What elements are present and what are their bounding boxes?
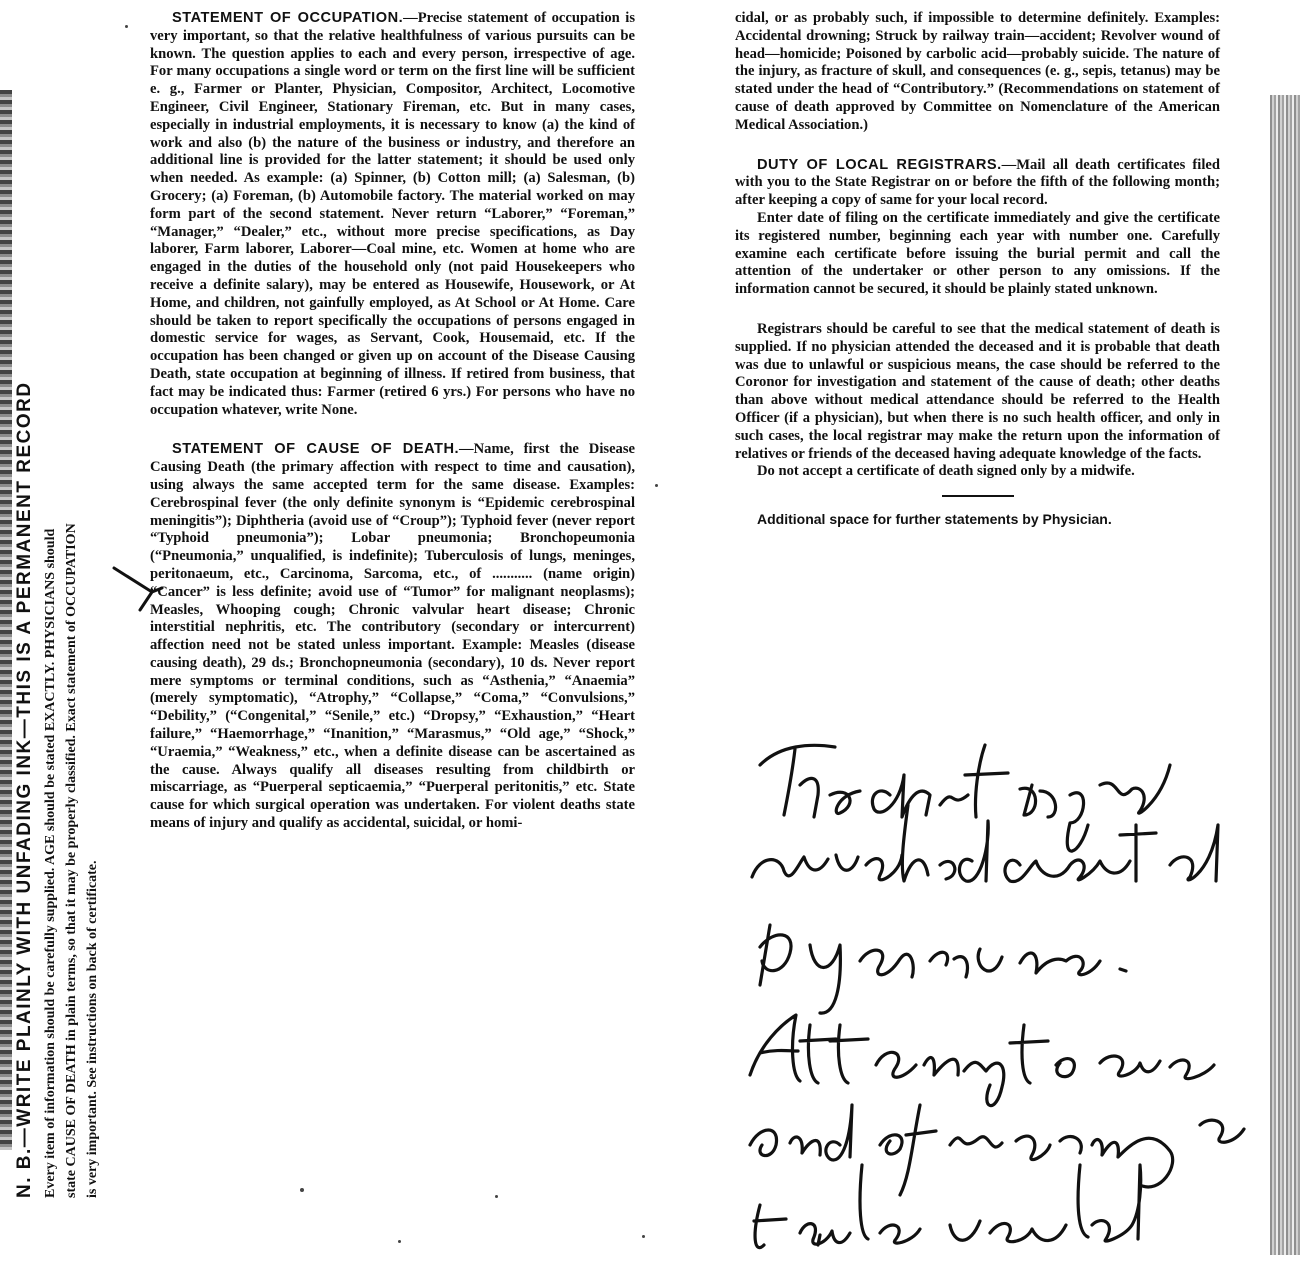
occupation-text: —Precise statement of occupation is very important, so that the relative healthfulness of various pursuits can be known. The question applies to each and every person, irrespective of age. For many occupations a single word or term on the first line will be sufficient e. g., Farmer or Planter, Physician, Compositor, Architect, Locomotive Engineer, Civil Engineer, Stationary Fireman, etc. But in many cases, especially in industrial employments, it is necessary to know (a) the kind of work and also (b) the nature of the business or industry, and therefore an additional line is provided for the latter statement; it should be used only when needed. As example: (a) Spinner, (b) Cotton mill; (a) Salesman, (b) Grocery; (a) Foreman, (b) Automobile factory. The material worked on may form part of the second statement. Never return “Laborer,” “Foreman,” “Manager,” “Dealer,” etc., without more precise specifications, as Day laborer, Farm laborer, Laborer—Coal mine, etc. Women at home who are engaged in the duties of the household only (not paid Housekeepers who receive a definite salary), may be entered as Housewife, Housework, or At Home, and children, not gainfully employed, as At School or At Home. Care should be taken to report specifically the occupations of persons engaged in domestic service for wages, as Servant, Cook, Housemaid, etc. If the occupation has been changed or given up on account of the Disease Causing Death, state occupation at beginning of illness. If retired from business, that fact may be indicated thus: Farmer (retired 6 yrs.) For persons who have no occupation whatever, write None. xyxy=(150,10,635,418)
scan-speck xyxy=(642,1235,645,1238)
cause-continued: cidal, or as probably such, if impossible to determine definitely. Examples: Accidental drowning; Struck by railway train—accident; Revolver wound of head—homicide; Poisoned by carbolic acid—probably suicide. The nature of the injury, as fracture of skull, and consequences (e. g., sepis, tetanus) may be stated under the head of “Contributory.” (Recommendations on statement of cause of death approved by Committee on Nomenclature of the American Medical Association.) xyxy=(735,10,1220,133)
right-column xyxy=(735,10,1220,529)
margin-instructions xyxy=(10,10,120,1210)
duty-heading: DUTY OF LOCAL REGISTRARS. xyxy=(757,156,1002,173)
scan-speck xyxy=(655,484,658,487)
additional-space-label: Additional space for further statements by Physician. xyxy=(757,511,1112,528)
registrars-paragraph: Registrars should be careful to see that the medical statement of death is supplied. If no physician attended the deceased and it is probable that death was due to unlawful or suspicious means, the case should be referred to the Coronor for investigation and statement of the cause of death; other deaths than above without medical attendance should be referred to the Health Officer (if a physician), but when there is no such health officer, and only in such cases, the local registrar may make the return upon the information of relatives or friends of the deceased having adequate knowledge of the facts. xyxy=(735,320,1220,462)
scan-edge-right xyxy=(1270,95,1300,1255)
occupation-heading: STATEMENT OF OCCUPATION. xyxy=(172,10,404,26)
margin-line-information: Every item of information should be carefully supplied. AGE should be stated EXACTLY. PHYSICIANS should xyxy=(43,528,58,1198)
midwife-paragraph: Do not accept a certificate of death signed only by a midwife. xyxy=(757,463,1135,480)
divider-rule xyxy=(942,495,1014,497)
margin-line-permanent-record: N. B.—WRITE PLAINLY WITH UNFADING INK—THIS IS A PERMANENT RECORD xyxy=(14,381,35,1198)
left-column xyxy=(150,10,635,833)
occupation-paragraph xyxy=(150,10,635,419)
cause-paragraph xyxy=(150,441,635,833)
scan-speck xyxy=(495,1195,498,1198)
handwritten-physician-note xyxy=(740,725,1260,1250)
margin-line-cause: state CAUSE OF DEATH in plain terms, so that it may be properly classified. Exact statement of OCCUPATION xyxy=(64,523,79,1198)
scan-speck xyxy=(300,1188,304,1192)
scan-speck xyxy=(125,25,128,28)
duty-text: —Mail all death certificates filed with you to the State Registrar on or before the fifth of the following month; after keeping a copy of same for your local record. xyxy=(735,156,1220,209)
cause-heading: STATEMENT OF CAUSE OF DEATH. xyxy=(172,441,460,458)
cause-text: —Name, first the Disease Causing Death (the primary affection with respect to time and causation), using always the same accepted term for the same disease. Examples: Cerebrospinal fever (the only definite synonym is “Epidemic cerebrospinal meningitis”); Diphtheria (avoid use of “Croup”); Typhoid fever (never report “Typhoid pneumonia”); Lobar pneumonia; Bronchopeumonia (“Pneumonia,” unqualified, is indefinite); Tuberculosis of lungs, meninges, peritonaeum, etc., Carcinoma, Sarcoma, etc., of ........... (name origin) “Cancer” is less definite; avoid use of “Tumor” for malignant neoplasms); Measles, Whooping cough; Chronic valvular heart disease; Chronic interstitial nephritis, etc. The contributory (secondary or intercurrent) affection need not be stated unless important. Example: Measles (disease causing death), 29 ds.; Bronchopneumonia (secondary), 10 ds. Never report mere symptoms or terminal conditions, such as “Asthenia,” “Anaemia” (merely symptomatic), “Atrophy,” “Collapse,” “Coma,” “Convulsions,” “Debility,” (“Congenital,” “Senile,” etc.) “Dropsy,” “Exhaustion,” “Heart failure,” “Haemorrhage,” “Inanition,” “Marasmus,” “Old age,” “Shock,” “Uraemia,” “Weakness,” etc., when a definite disease can be ascertained as the cause. Always qualify all diseases resulting from childbirth or miscarriage, as “Puerperal septicaemia,” “Puerperal peritonitis,” etc. State cause for which surgical operation was undertaken. For violent deaths state means of injury and qualify as accidental, suicidal, or homi- xyxy=(150,441,636,832)
handwriting-svg xyxy=(740,725,1260,1250)
scan-speck xyxy=(398,1240,401,1243)
duty-paragraph-2: Enter date of filing on the certificate immediately and give the certificate its registered number, beginning each year with number one. Carefully examine each certificate before issuing the burial permit and call the attention of the undertaker or other person to any omissions. If the information cannot be secured, it should be plainly stated unknown. xyxy=(735,209,1220,298)
margin-line-see-back: is very important. See instructions on back of certificate. xyxy=(85,860,100,1198)
duty-paragraph xyxy=(735,157,1220,210)
